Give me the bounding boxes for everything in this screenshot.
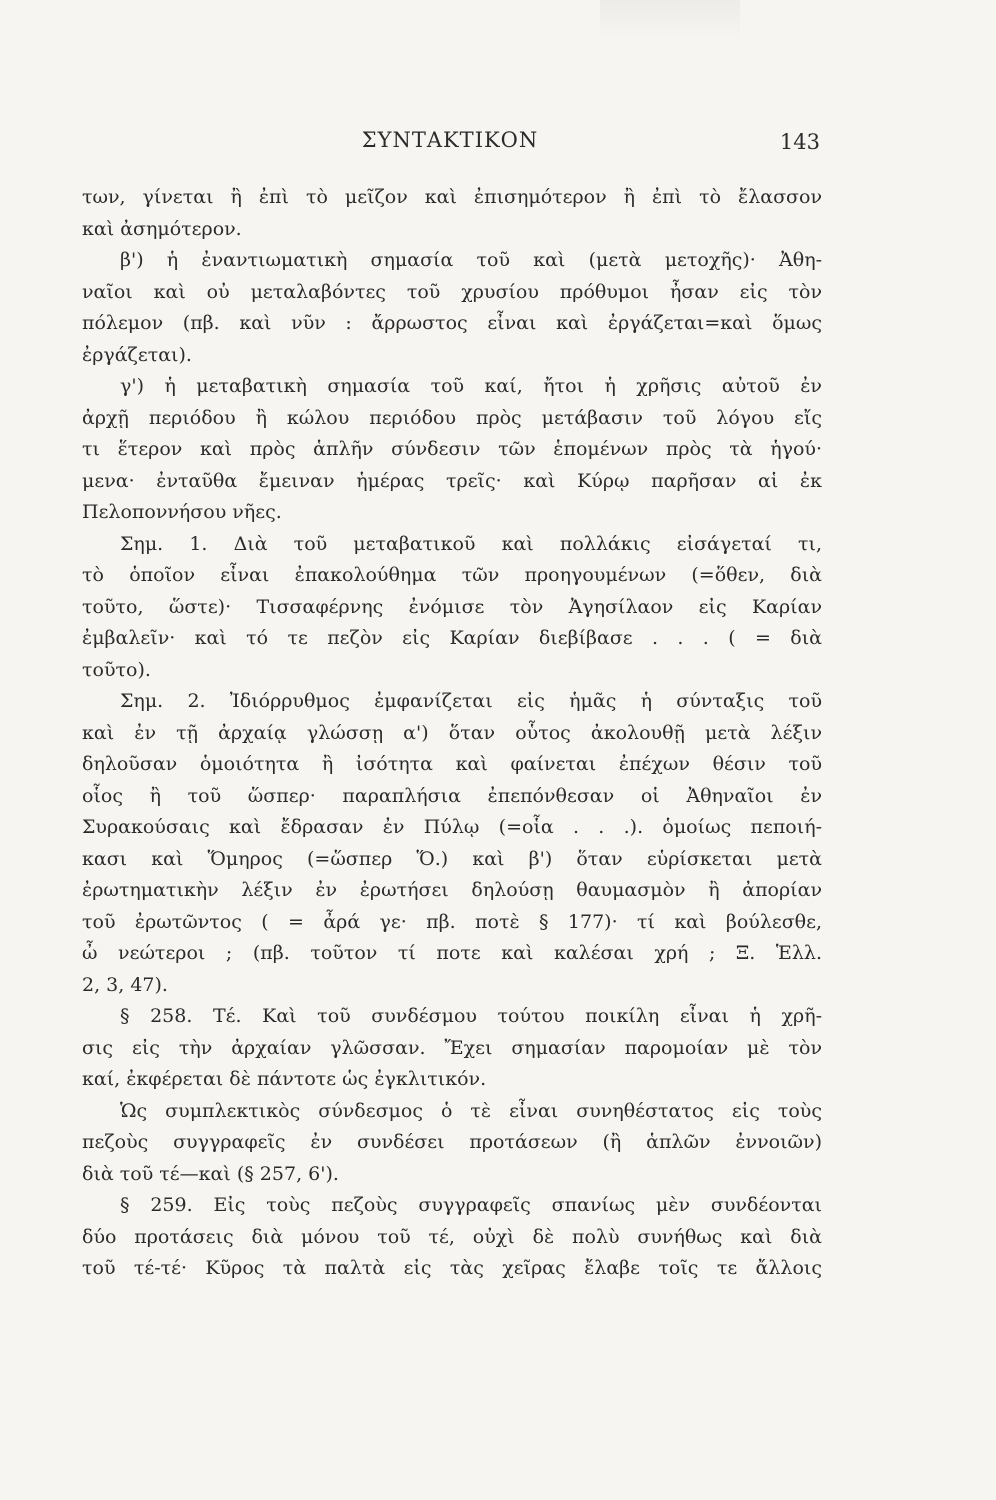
text-line: τοῦ τέ-τέ· Κῦρος τὰ παλτὰ εἰς τὰς χεῖρας ἔλαβε τοῖς τε ἄλλοις <box>82 1257 822 1279</box>
text-line: σις εἰς τὴν ἀρχαίαν γλῶσσαν. Ἔχει σημασίαν παρομοίαν μὲ τὸν <box>82 1036 822 1059</box>
text-line: § 258. Τέ. Καὶ τοῦ συνδέσμου τούτου ποικίλη εἶναι ἡ χρῆ- <box>120 1005 822 1027</box>
running-title: ΣΥΝΤΑΚΤΙΚΟΝ <box>361 128 539 152</box>
text-line: καὶ ἐν τῇ ἀρχαίᾳ γλώσσῃ α') ὅταν οὗτος ἀκολουθῇ μετὰ λέξιν <box>82 721 822 744</box>
page-number: 143 <box>779 130 820 154</box>
text-line: τοῦτο, ὥστε)· Τισσαφέρνης ἐνόμισε τὸν Ἀγησίλαον εἰς Καρίαν <box>82 595 822 618</box>
text-line: τοῦτο). <box>82 658 151 681</box>
page-fold-shadow <box>600 0 740 40</box>
text-line: των, γίνεται ἢ ἐπὶ τὸ μεῖζον καὶ ἐπισημότερον ἢ ἐπὶ τὸ ἔλασσον <box>82 186 822 208</box>
text-line: ἐμβαλεῖν· καὶ τό τε πεζὸν εἰς Καρίαν διεβίβασε . . . ( = διὰ <box>82 627 822 649</box>
text-line: οἷος ἢ τοῦ ὥσπερ· παραπλήσια ἐπεπόνθεσαν οἱ Ἀθηναῖοι ἐν <box>82 784 822 807</box>
text-line: τοῦ ἐρωτῶντος ( = ἆρά γε· πβ. ποτὲ § 177)· τί καὶ βούλεσθε, <box>82 910 822 933</box>
text-line: Πελοποννήσου νῆες. <box>82 501 282 523</box>
text-line: διὰ τοῦ τέ—καὶ (§ 257, 6'). <box>82 1162 339 1185</box>
text-line: κασι καὶ Ὅμηρος (=ὥσπερ Ὅ.) καὶ β') ὅταν εὑρίσκεται μετὰ <box>82 847 822 870</box>
running-head <box>80 124 820 158</box>
text-line: Σημ. 1. Διὰ τοῦ μεταβατικοῦ καὶ πολλάκις εἰσάγεταί τι, <box>120 532 822 555</box>
text-line: γ') ἡ μεταβατικὴ σημασία τοῦ καί, ἤτοι ἡ χρῆσις αὐτοῦ ἐν <box>120 375 822 397</box>
text-line: δύο προτάσεις διὰ μόνου τοῦ τέ, οὐχὶ δὲ πολὺ συνήθως καὶ διὰ <box>82 1225 822 1248</box>
text-line: 2, 3, 47). <box>82 973 168 996</box>
text-line: πεζοὺς συγγραφεῖς ἐν συνδέσει προτάσεων (ἢ ἁπλῶν ἐννοιῶν) <box>82 1131 822 1153</box>
text-line: μενα· ἐνταῦθα ἔμειναν ἡμέρας τρεῖς· καὶ Κύρῳ παρῆσαν αἱ ἐκ <box>82 469 822 492</box>
text-line: Σημ. 2. Ἰδιόρρυθμος ἐμφανίζεται εἰς ἡμᾶς ἡ σύνταξις τοῦ <box>120 690 822 712</box>
text-line: ὦ νεώτεροι ; (πβ. τοῦτον τί ποτε καὶ καλέσαι χρή ; Ξ. Ἑλλ. <box>82 942 822 964</box>
text-line: ἐργάζεται). <box>82 343 192 366</box>
text-line: β') ἡ ἐναντιωματικὴ σημασία τοῦ καὶ (μετὰ μετοχῆς)· Ἀθη- <box>120 249 822 271</box>
text-line: τὸ ὁποῖον εἶναι ἐπακολούθημα τῶν προηγουμένων (=ὅθεν, διὰ <box>82 564 822 586</box>
text-line: ναῖοι καὶ οὐ μεταλαβόντες τοῦ χρυσίου πρόθυμοι ἦσαν εἰς τὸν <box>82 280 822 303</box>
text-line: πόλεμον (πβ. καὶ νῦν : ἄρρωστος εἶναι καὶ ἐργάζεται=καὶ ὅμως <box>82 312 822 334</box>
body-text <box>82 182 822 1285</box>
text-line: καί, ἐκφέρεται δὲ πάντοτε ὡς ἐγκλιτικόν. <box>82 1068 487 1090</box>
text-line: Συρακούσαις καὶ ἔδρασαν ἐν Πύλῳ (=οἷα . . .). ὁμοίως πεποιή- <box>82 816 822 838</box>
text-line: § 259. Εἰς τοὺς πεζοὺς συγγραφεῖς σπανίως μὲν συνδέονται <box>120 1194 822 1216</box>
text-line: καὶ ἀσημότερον. <box>82 217 242 240</box>
text-line: ἀρχῇ περιόδου ἢ κώλου περιόδου πρὸς μετάβασιν τοῦ λόγου εἴς <box>82 406 822 429</box>
text-line: ἐρωτηματικὴν λέξιν ἐν ἐρωτήσει δηλούσῃ θαυμασμὸν ἢ ἀπορίαν <box>82 879 822 901</box>
text-line: τι ἕτερον καὶ πρὸς ἁπλῆν σύνδεσιν τῶν ἑπομένων πρὸς τὰ ἡγού· <box>82 438 822 460</box>
text-line: δηλοῦσαν ὁμοιότητα ἢ ἰσότητα καὶ φαίνεται ἐπέχων θέσιν τοῦ <box>82 753 822 775</box>
text-line: Ὡς συμπλεκτικὸς σύνδεσμος ὁ τὲ εἶναι συνηθέστατος εἰς τοὺς <box>120 1099 822 1122</box>
